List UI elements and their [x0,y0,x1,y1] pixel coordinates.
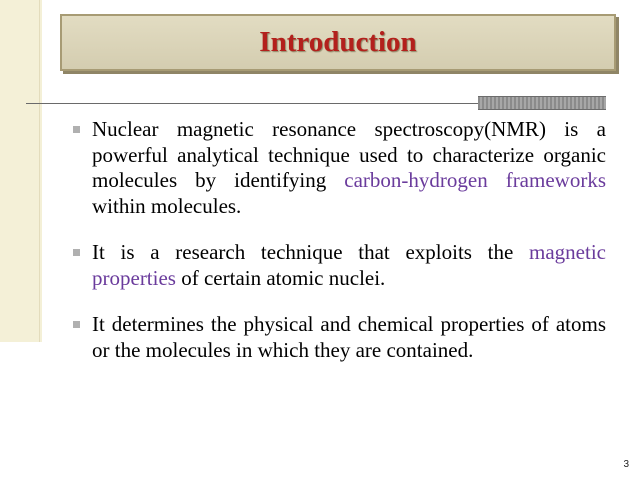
bullet-2-text: It is a research technique that exploits the [92,240,530,264]
square-bullet-icon [73,321,80,328]
bullet-2-highlight: magnetic properties [92,240,606,290]
bullet-list [64,117,606,384]
bullet-1-highlight: carbon-hydrogen frameworks [344,168,606,192]
title-box [60,14,616,71]
bullet-item-3 [64,312,606,363]
square-bullet-icon [73,249,80,256]
bullet-1-text: Nuclear magnetic resonance spectroscopy(NMR) is a powerful analytical technique used to characterize organic molecules by identifying [92,117,606,192]
slide-title: Introduction [259,26,417,58]
page-number: 3 [623,459,629,470]
left-decor-band [0,0,42,342]
square-bullet-icon [73,126,80,133]
bullet-1-text-end: within molecules. [92,193,242,218]
bullet-3-text: It determines the physical and chemical properties of atoms or the molecules in which they are contained. [92,312,606,362]
divider-line [26,103,480,104]
divider-block [478,96,606,110]
bullet-item-1 [64,117,606,219]
bullet-item-2 [64,240,606,291]
bullet-2-text-end: of certain atomic nuclei. [175,265,386,290]
